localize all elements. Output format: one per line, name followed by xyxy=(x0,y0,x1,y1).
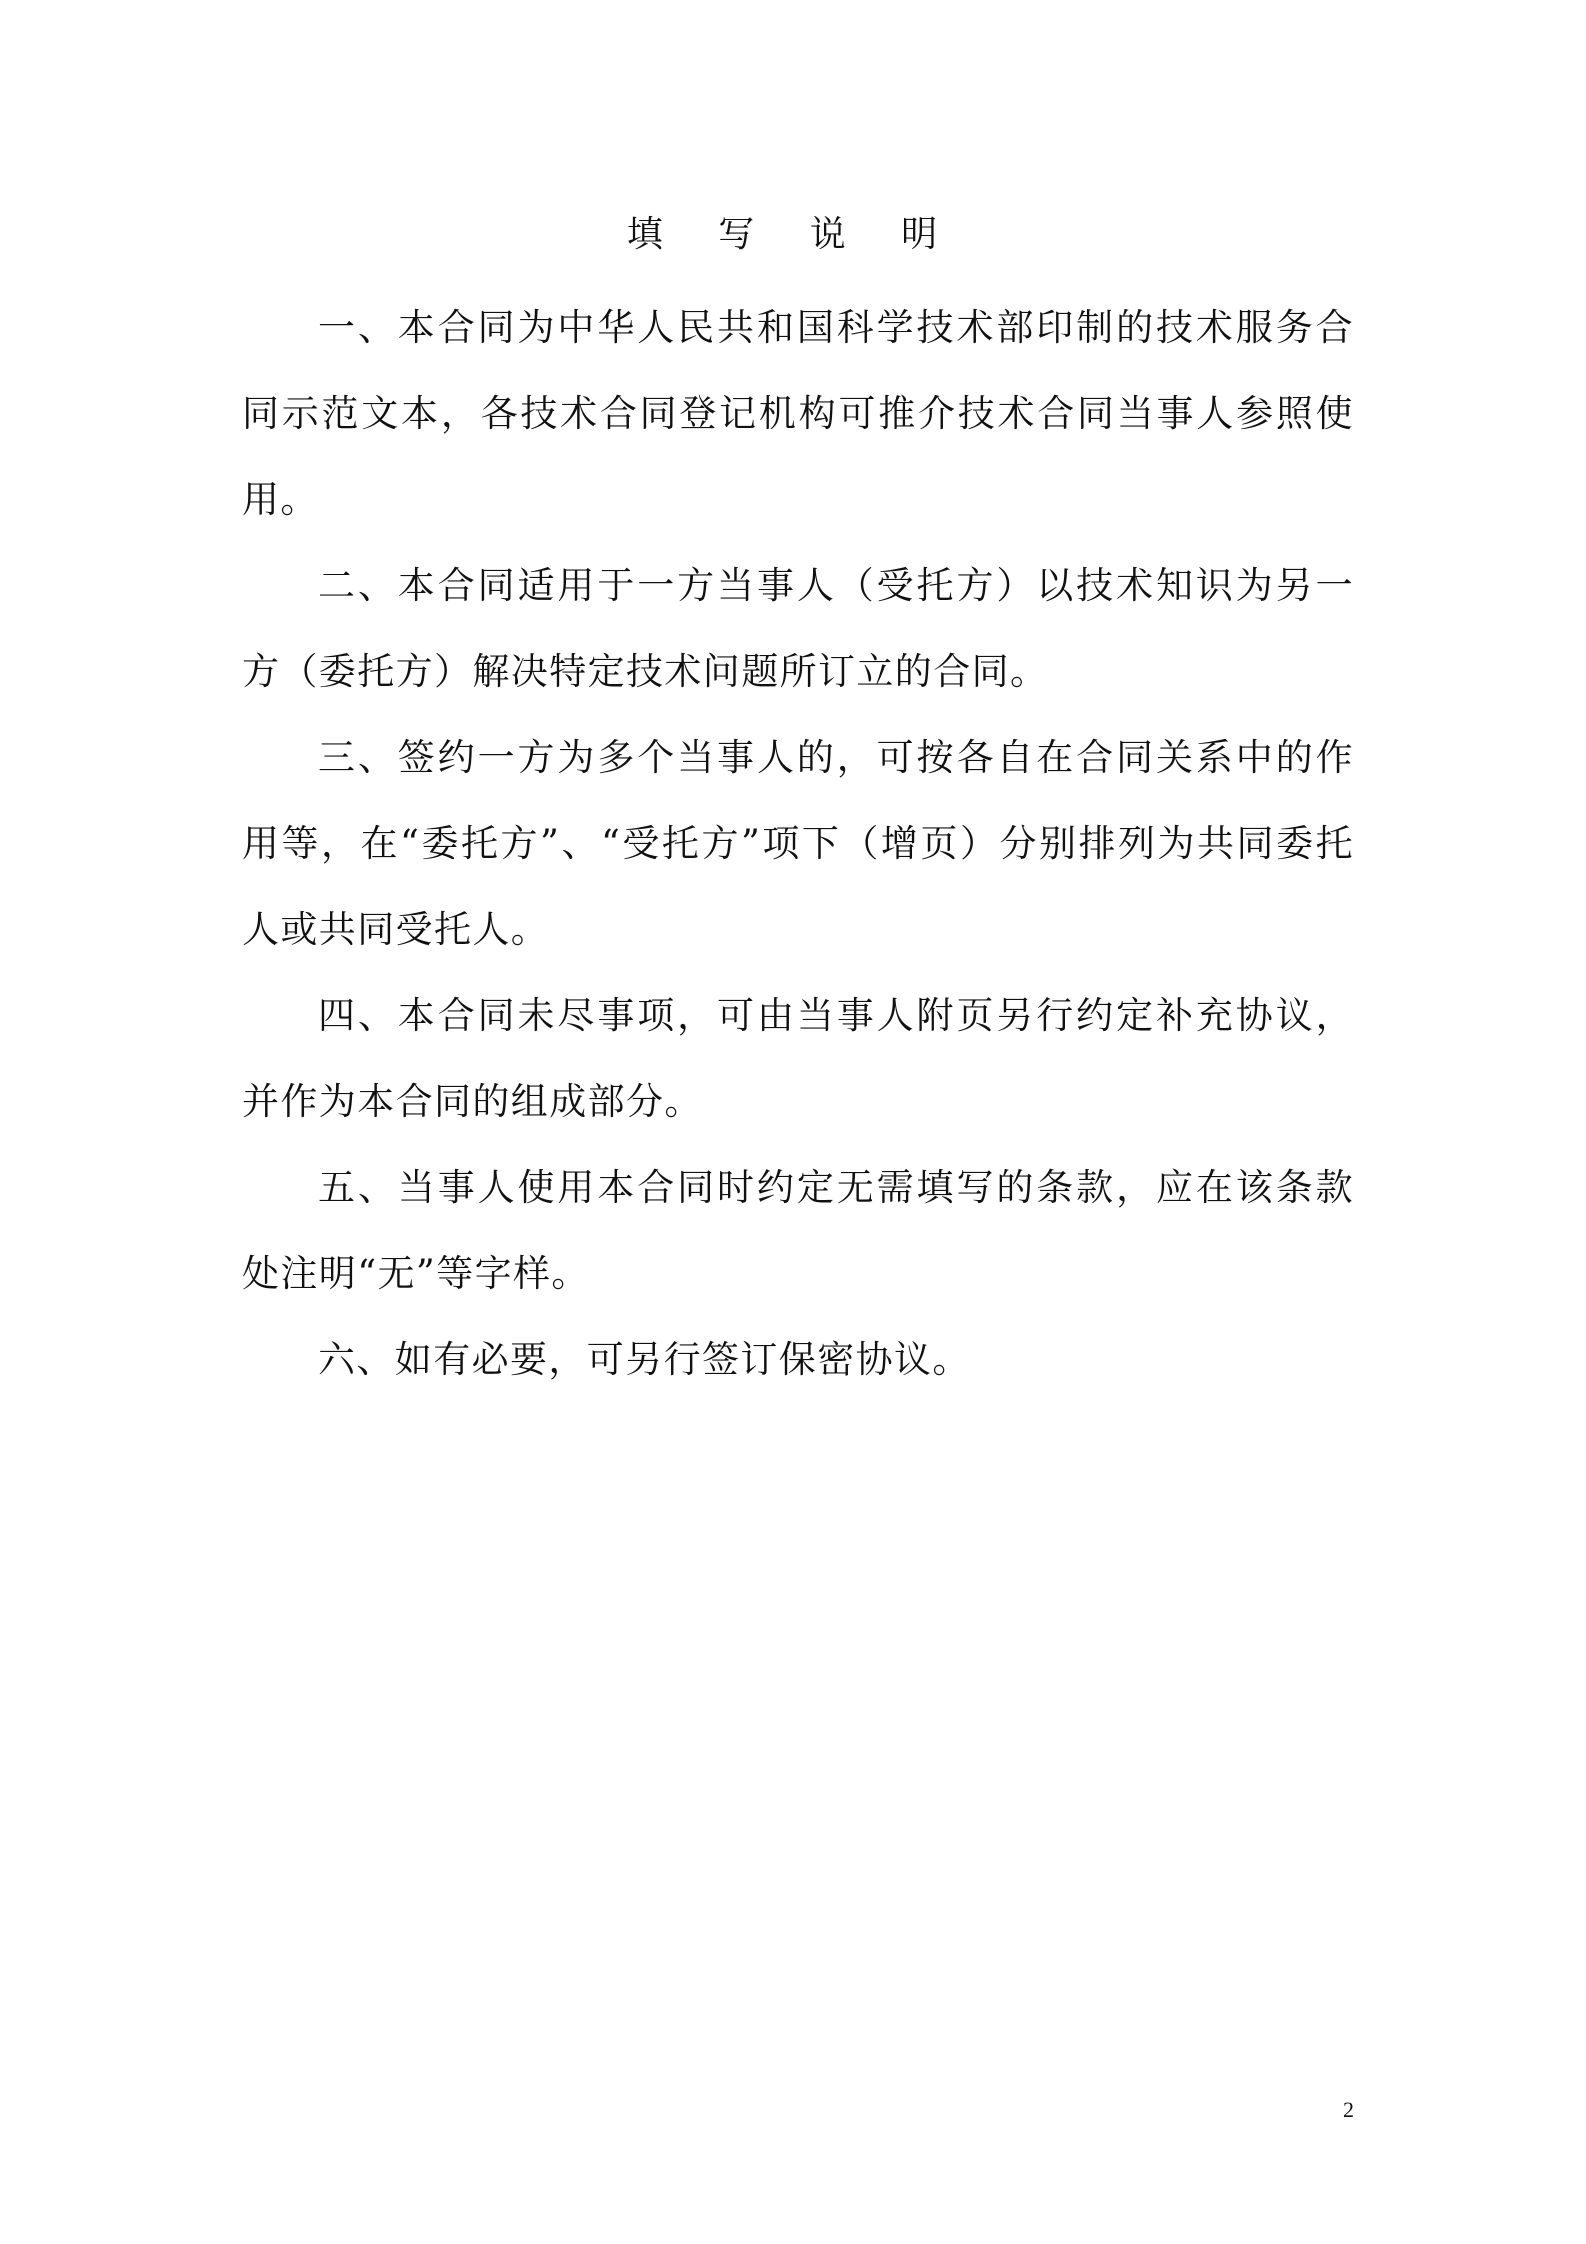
page-title: 填 写 说 明 xyxy=(626,214,960,255)
instruction-paragraph-1: 一、本合同为中华人民共和国科学技术部印制的技术服务合同示范文本，各技术合同登记机构可推介技术合同当事人参照使用。 xyxy=(242,306,1354,521)
instruction-paragraph-5: 五、当事人使用本合同时约定无需填写的条款，应在该条款处注明“无”等字样。 xyxy=(242,1166,1354,1295)
instruction-paragraph-4: 四、本合同未尽事项，可由当事人附页另行约定补充协议，并作为本合同的组成部分。 xyxy=(242,994,1354,1123)
instructions-body xyxy=(242,285,1354,1403)
instruction-paragraph-6: 六、如有必要，可另行签订保密协议。 xyxy=(318,1338,971,1381)
instruction-paragraph-2: 二、本合同适用于一方当事人（受托方）以技术知识为另一方（委托方）解决特定技术问题所订立的合同。 xyxy=(242,564,1354,693)
instruction-paragraph-3: 三、签约一方为多个当事人的，可按各自在合同关系中的作用等，在“委托方”、“受托方”项下（增页）分别排列为共同委托人或共同受托人。 xyxy=(242,736,1354,951)
page-number: 2 xyxy=(1343,2097,1354,2122)
